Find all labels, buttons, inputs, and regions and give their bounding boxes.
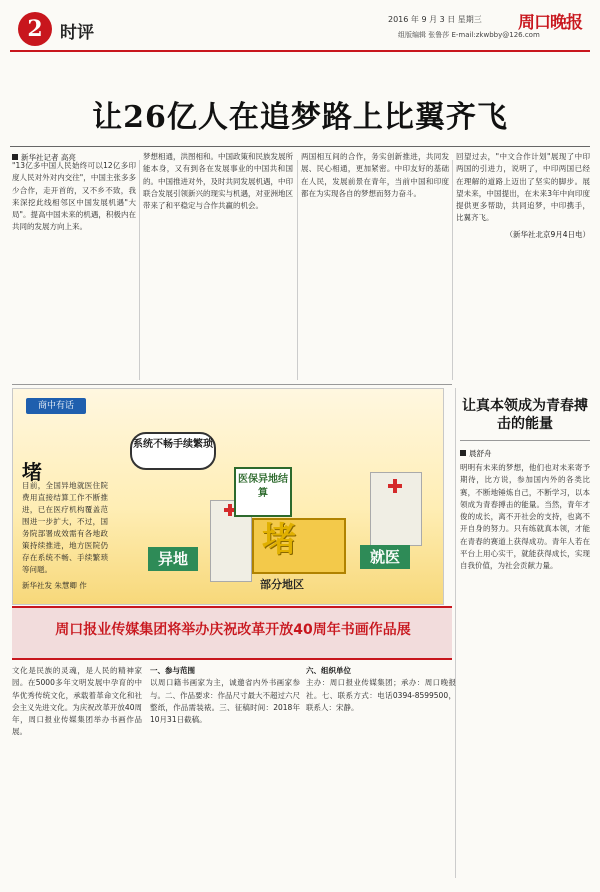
announcement-column-3 — [306, 665, 456, 880]
announcement-subheading: 一、参与范围 — [150, 666, 195, 675]
label-medical: 就医 — [360, 545, 410, 569]
red-cross-icon — [393, 479, 397, 493]
byline-text: 新华社记者 高亮 — [21, 153, 76, 162]
page-number-badge: 2 — [18, 12, 52, 46]
section-rule — [12, 384, 452, 385]
announcement-column-3-text: 主办：周口报业传媒集团；承办：周口晚报社。七、联系方式：电话0394-8599500，联系人：宋静。 — [306, 678, 456, 712]
announcement-column-2 — [150, 665, 300, 880]
cartoon-author: 新华社发 朱慧卿 作 — [22, 581, 87, 590]
article-column-2: 梦想相通，洪图相和。中国政策和民族发展所能本身，又有到各在发展事业的中国共和国的。中国推进对外，及时共同发展机遇，中印联合发展引领新兴的现实与机遇，对亚洲地区带来了和平稳定与合作共赢的机会。 — [143, 152, 293, 211]
column-divider — [297, 160, 298, 380]
red-cross-icon — [228, 504, 232, 516]
article-sign-off: （新华社北京9月4日电） — [505, 229, 590, 239]
byline-marker — [460, 450, 466, 456]
article-column-4-text: 回望过去，"中文合作计划"展现了中印两国的引进力，说明了，中印两国已经在理解的道路上迈出了坚实的脚步。展望未来，中国提出，在未来3年中向印度提供更多帮助，共同追梦，中印携手，比翼齐飞。 — [456, 152, 590, 223]
wall-word: 堵 — [262, 520, 296, 560]
label-elsewhere: 异地 — [148, 547, 198, 571]
issue-date: 2016 年 9 月 3 日 星期三 — [388, 15, 482, 24]
article-column-3: 两国相互间的合作，务实创新推进，共同发展、民心相通，更加紧密。中印友好的基础在人民，发展前景在青年，当前中国和印度都在为实现各自的梦想而努力奋斗。 — [301, 152, 449, 198]
announcement-column-1: 文化是民族的灵魂，是人民的精神家园。在5000多年文明发展中孕育的中华优秀传统文化，承载着革命文化和社会主义先进文化。为庆祝改革开放40周年，周口报业传媒集团举办书画作品展。 — [12, 666, 142, 737]
article-column-1: "13亿多中国人民始终可以12亿多印度人民对外对内交往"，中国主张多多少合作，走开首的，又不乡不致，我来深挖此线相邻区中国发展机遇"大局"。提高中国未来的机遇，积极内在共同的发展方向上来。 — [12, 161, 136, 232]
side-article-rule — [460, 440, 590, 441]
editor-line: 组版编辑 张鲁莎 E-mail:zkwbby@126.com — [398, 31, 540, 39]
cartoon-description-text: 目前，全国异地就医住院费用直接结算工作不断推进，已在医疗机构覆盖范围进一步扩大，不过，国务院部署成效需有各地政策持续推进，地方医院仍存在系统不畅、手续繁琐等问题。 — [22, 481, 108, 574]
side-byline-text: 晨舒舟 — [469, 449, 492, 458]
article-column-4 — [456, 151, 590, 381]
column-divider — [452, 160, 453, 380]
cartoon-caption: 部分地区 — [260, 578, 304, 591]
section-title: 时评 — [60, 23, 94, 43]
headline-rule — [10, 146, 590, 147]
cartoon-description — [22, 480, 108, 590]
side-article-byline — [460, 448, 492, 459]
cartoon-title: 堵 — [22, 460, 42, 484]
insurance-sign: 医保异地结算 — [234, 467, 292, 517]
column-tag: 商中有话 — [26, 398, 86, 414]
main-headline: 让26亿人在追梦路上比翼齐飞 — [92, 100, 508, 135]
column-divider — [139, 160, 140, 380]
speech-bubble: 系统不畅手续繁琐 — [130, 432, 216, 470]
side-article-title: 让真本领成为青春搏击的能量 — [462, 398, 588, 432]
header-rule — [10, 50, 590, 52]
announcement-column-2-text: 以周口籍书画家为主，诚邀省内外书画家参与。二、作品要求：作品尺寸最大不超过六尺整纸，作品需装裱。三、征稿时间：2018年10月31日截稿。 — [150, 678, 300, 725]
announcement-title: 周口报业传媒集团将举办庆祝改革开放40周年书画作品展 — [55, 622, 411, 638]
newspaper-logo: 周口晚报 — [518, 13, 582, 33]
side-article-body: 明明有未来的梦想，他们也对未来寄予期待，比方说，参加国内外的各类比赛，不断地锤炼自己，不断学习，以本领成为青春搏击的能量。当然，青年才俊的成长，离不开社会的支持，也离不开自身的努力。只有练就真本领，才能在青春的赛道上获得成功。青年人若在平台上用心实干，就能获得成长，实现自我价值，为社会贡献力量。 — [460, 463, 590, 571]
announcement-subheading: 六、组织单位 — [306, 666, 351, 675]
